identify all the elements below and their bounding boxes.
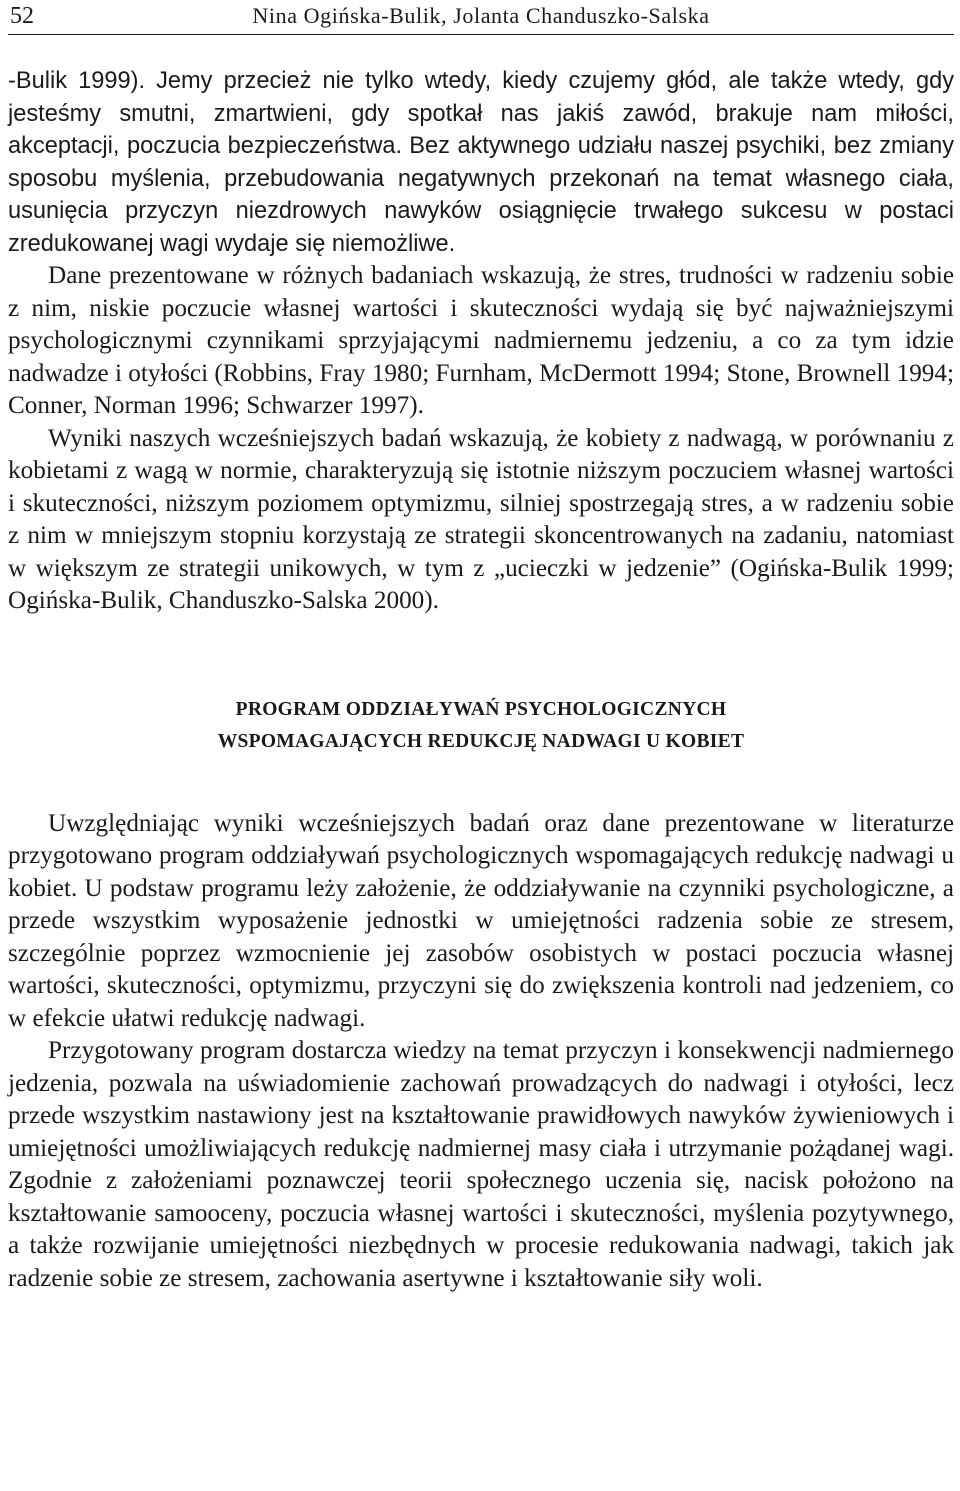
document-page — [8, 0, 954, 1295]
section-heading-line-1: PROGRAM ODDZIAŁYWAŃ PSYCHOLOGICZNYCH — [235, 698, 727, 720]
running-header-authors: Nina Ogińska-Bulik, Jolanta Chanduszko-Salska — [252, 3, 710, 28]
paragraph-previous-results: Wyniki naszych wcześniejszych badań wskazują, że kobiety z nadwagą, w porównaniu z kobietami z wagą w normie, charakteryzują się istotnie niższym poczuciem własnej wartości i skuteczności, niższym poziomem optymizmu, silniej spostrzegają stres, a w radzeniu sobie z nim w mniejszym stopniu korzystają ze strategii skoncentrowanych na zadaniu, natomiast w większym ze strategii unikowych, w tym z „ucieczki w jedzenie” (Ogińska-Bulik 1999; Ogińska-Bulik, Chanduszko-Salska 2000). — [8, 424, 954, 614]
body-text — [8, 65, 954, 1295]
section-heading-line-2: WSPOMAGAJĄCYCH REDUKCJĘ NADWAGI U KOBIET — [217, 730, 745, 752]
section-body — [8, 808, 954, 1296]
paragraph-program-basis: Uwzględniając wyniki wcześniejszych badań oraz dane prezentowane w literaturze przygotowano program oddziaływań psychologicznych wspomagających redukcję nadwagi u kobiet. U podstaw programu leży założenie, że oddziaływanie na czynniki psychologiczne, a przede wszystkim wyposażenie jednostki w umiejętności radzenia sobie ze stresem, szczególnie poprzez wzmocnienie jej zasobów osobistych w postaci poczucia własnej wartości, skuteczności, optymizmu, przyczyni się do zwiększenia kontroli nad jedzeniem, co w efekcie ułatwi redukcję nadwagi. — [8, 809, 954, 1032]
paragraph-continued-sans-part: -Bulik 1999). Jemy przecież nie tylko wtedy, kiedy czujemy głód, ale także wtedy, gdy jesteśmy smutni, zmartwieni, gdy spotkał nas jakiś zawód, brakuje nam miłości, akceptacji, poczucia bezpieczeństwa. — [8, 68, 954, 159]
running-header — [8, 0, 954, 35]
paragraph-stress-factors: Dane prezentowane w różnych badaniach wskazują, że stres, trudności w radzeniu sobie z nim, niskie poczucie własnej wartości i skuteczności wydają się być najważniejszymi psychologicznymi czynnikami sprzyjającymi nadmiernemu jedzeniu, a co za tym idzie nadwadze i otyłości (Robbins, Fray 1980; Furnham, McDermott 1994; Stone, Brownell 1994; Conner, Norman 1996; Schwarzer 1997). — [8, 262, 954, 419]
paragraph-program-description: Przygotowany program dostarcza wiedzy na temat przyczyn i konsekwencji nadmiernego jedzenia, pozwala na uświadomienie zachowań prowadzących do nadwagi i otyłości, lecz przede wszystkim nastawiony jest na kształtowanie prawidłowych nawyków żywieniowych i umiejętności umożliwiających redukcję nadmiernej masy ciała i utrzymanie pożądanej wagi. Zgodnie z założeniami poznawczej teorii społecznego uczenia się, nacisk położono na kształtowanie samooceny, poczucia własnej wartości i skuteczności, myślenia pozytywnego, a także rozwijanie umiejętności niezbędnych w procesie redukowania nadwagi, takich jak radzenie sobie ze stresem, zachowania asertywne i kształtowanie siły woli. — [8, 1037, 954, 1292]
paragraph-continued-sans-end: Bez aktywnego udziału naszej psychiki, bez zmiany sposobu myślenia, przebudowania negatywnych przekonań na temat własnego ciała, usunięcia przyczyn niezdrowych nawyków osiągnięcie trwałego sukcesu w postaci zredukowanej wagi wydaje się niemożliwe. — [8, 133, 954, 257]
page-number: 52 — [10, 3, 34, 29]
paragraph-continued — [8, 65, 954, 260]
section-heading — [8, 694, 954, 758]
